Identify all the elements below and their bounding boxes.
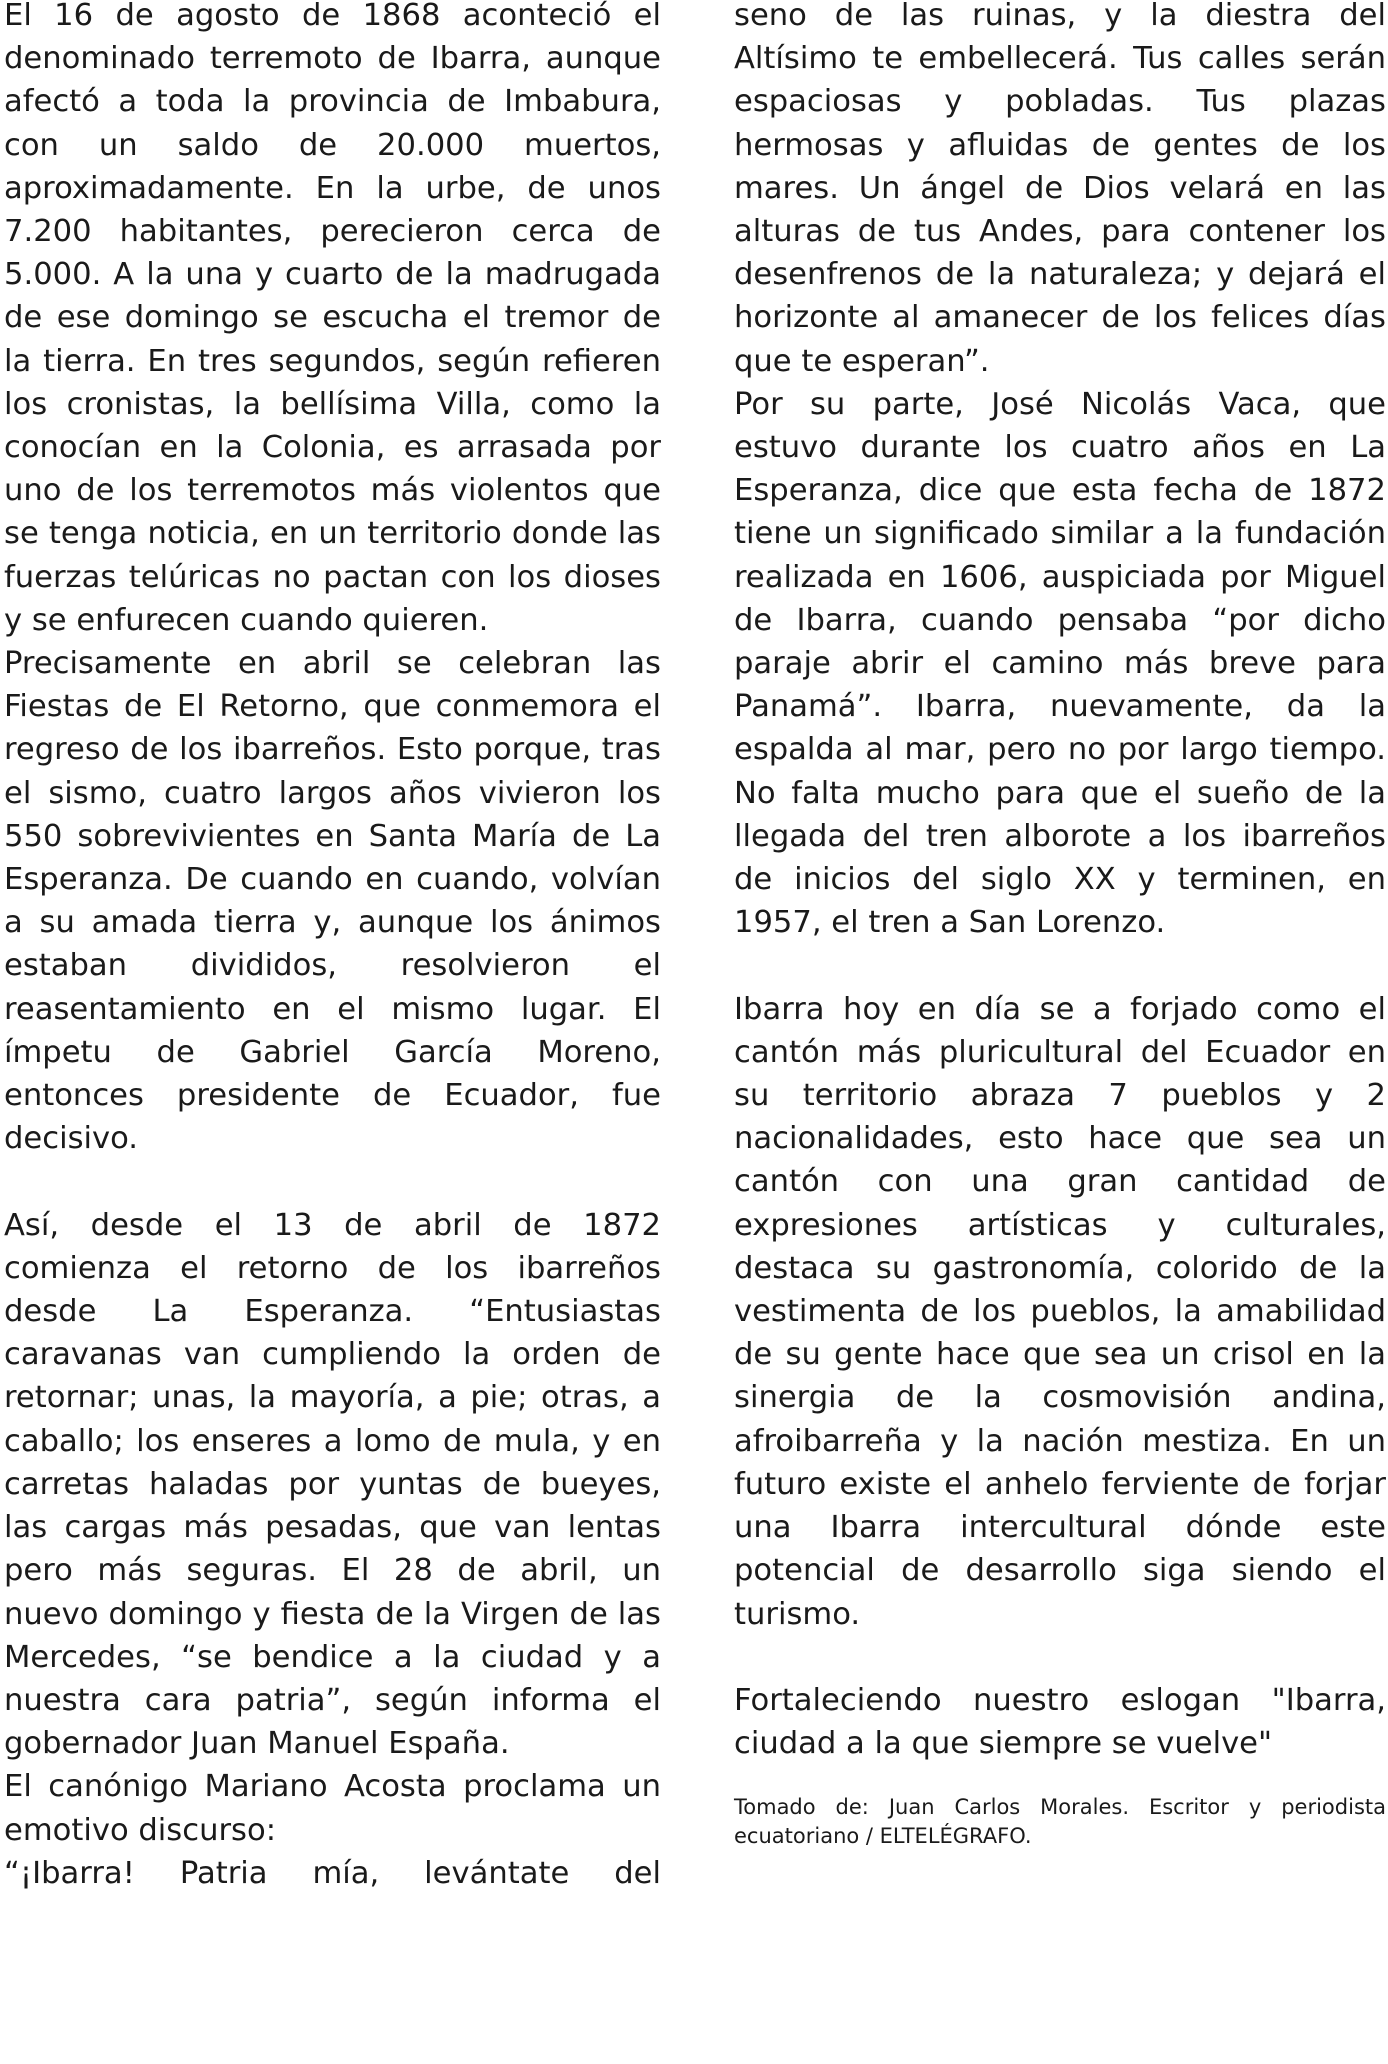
right-column <box>734 0 1386 1851</box>
paragraph-retorno-1872: Así, desde el 13 de abril de 1872 comienza el retorno de los ibarreños desde La Esperanza. “Entusiastas caravanas van cumpliendo la orden de retornar; unas, la mayoría, a pie; otras, a caballo; los enseres a lomo de mula, y en carretas haladas por yuntas de bueyes, las cargas más pesadas, que van lentas pero más seguras. El 28 de abril, un nuevo domingo y fiesta de la Virgen de las Mercedes, “se bendice a la ciudad y a nuestra cara patria”, según informa el gobernador Juan Manuel España. <box>4 1207 661 1762</box>
paragraph-gap <box>4 1160 661 1203</box>
paragraph-eslogan: Fortaleciendo nuestro eslogan "Ibarra, ciudad a la que siempre se vuelve" <box>734 1682 1386 1762</box>
paragraph-terremoto: El 16 de agosto de 1868 aconteció el denominado terremoto de Ibarra, aunque afectó a toda la provincia de Imbabura, con un saldo de 20.000 muertos, aproximadamente. En la urbe, de unos 7.200 habitantes, perecieron cerca de 5.000. A la una y cuarto de la madrugada de ese domingo se escucha el tremor de la tierra. En tres segundos, según refieren los cronistas, la bellísima Villa, como la conocían en la Colonia, es arrasada por uno de los terremotos más violentos que se tenga noticia, en un territorio donde las fuerzas telúricas no pactan con los dioses y se enfurecen cuando quieren. <box>4 0 661 638</box>
paragraph-canonigo: El canónigo Mariano Acosta proclama un emotivo discurso: <box>4 1769 661 1848</box>
paragraph-quote-end: seno de las ruinas, y la diestra del Altísimo te embellecerá. Tus calles serán espaciosas y pobladas. Tus plazas hermosas y afluidas de gentes de los mares. Un ángel de Dios velará en las alturas de tus Andes, para contener los desenfrenos de la naturaleza; y dejará el horizonte al amanecer de los felices días que te esperan”. <box>734 0 1386 379</box>
left-column <box>4 0 661 1895</box>
paragraph-fiestas-retorno: Precisamente en abril se celebran las Fiestas de El Retorno, que conmemora el regreso de los ibarreños. Esto porque, tras el sismo, cuatro largos años vivieron los 550 sobrevivientes en Santa María de La Esperanza. De cuando en cuando, volvían a su amada tierra y, aunque los ánimos estaban divididos, resolvieron el reasentamiento en el mismo lugar. El ímpetu de Gabriel García Moreno, entonces presidente de Ecuador, fue decisivo. <box>4 646 661 1157</box>
paragraph-gap <box>734 944 1386 987</box>
paragraph-gap <box>734 1636 1386 1679</box>
paragraph-nicolas-vaca: Por su parte, José Nicolás Vaca, que estuvo durante los cuatro años en La Esperanza, dice que esta fecha de 1872 tiene un significado similar a la fundación realizada en 1606, auspiciada por Miguel de Ibarra, cuando pensaba “por dicho paraje abrir el camino más breve para Panamá”. Ibarra, nuevamente, da la espalda al mar, pero no por largo tiempo. No falta mucho para que el sueño de la llegada del tren alborote a los ibarreños de inicios del siglo XX y terminen, en 1957, el tren a San Lorenzo. <box>734 386 1386 941</box>
source-credit: Tomado de: Juan Carlos Morales. Escritor y periodista ecuatoriano / ELTELÉGRAFO. <box>734 1795 1386 1849</box>
paragraph-quote-start: “¡Ibarra! Patria mía, levántate del <box>4 1855 661 1891</box>
paragraph-ibarra-hoy: Ibarra hoy en día se a forjado como el cantón más pluricultural del Ecuador en su territorio abraza 7 pueblos y 2 nacionalidades, esto hace que sea un cantón con una gran cantidad de expresiones artísticas y culturales, destaca su gastronomía, colorido de la vestimenta de los pueblos, la amabilidad de su gente hace que sea un crisol en la sinergia de la cosmovisión andina, afroibarreña y la nación mestiza. En un futuro existe el anhelo ferviente de forjar una Ibarra intercultural dónde este potencial de desarrollo siga siendo el turismo. <box>734 991 1386 1632</box>
